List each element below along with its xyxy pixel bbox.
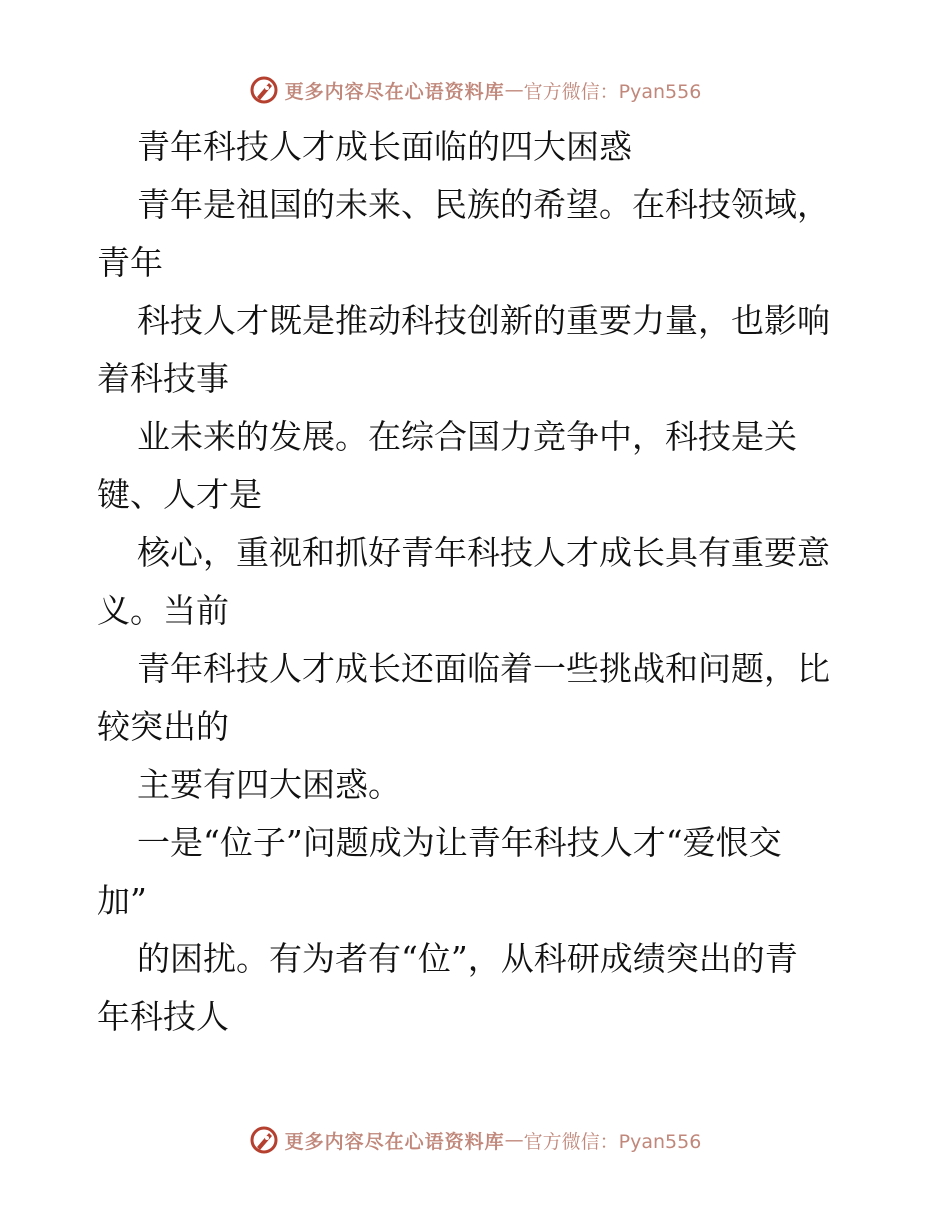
text-line: 主要有四大困惑。 [137,765,401,804]
text-line: 义。当前 [97,591,229,630]
document-body [97,118,877,1046]
text-line: 青年 [97,243,163,282]
header-promo-text: 更多内容尽在心语资料库 [284,80,505,103]
text-line: 着科技事 [97,359,229,398]
footer-dash: — [504,1129,524,1151]
text-line: 的困扰。有为者有“位”，从科研成绩突出的青 [137,939,798,978]
footer-promo-text: 更多内容尽在心语资料库 [284,1130,505,1153]
footer-banner [0,1120,950,1160]
header-banner [0,70,950,110]
pen-nib-circle-icon [249,1125,279,1155]
text-line: 一是“位子”问题成为让青年科技人才“爱恨交 [137,823,782,862]
text-line: 业未来的发展。在综合国力竞争中，科技是关 [137,417,797,456]
header-dash: — [504,79,524,101]
pen-nib-circle-icon [249,75,279,105]
text-line: 键、人才是 [97,475,262,514]
text-line: 加” [97,881,147,920]
text-line: 较突出的 [97,707,229,746]
document-title: 青年科技人才成长面临的四大困惑 [137,127,632,166]
text-line: 年科技人 [97,997,229,1036]
header-wechat-text: 官方微信：Pyan556 [523,80,702,103]
text-line: 核心，重视和抓好青年科技人才成长具有重要意 [137,533,830,572]
text-line: 科技人才既是推动科技创新的重要力量，也影响 [137,301,830,340]
text-line: 青年是祖国的未来、民族的希望。在科技领域， [137,185,830,224]
text-line: 青年科技人才成长还面临着一些挑战和问题，比 [137,649,830,688]
footer-wechat-text: 官方微信：Pyan556 [523,1130,702,1153]
